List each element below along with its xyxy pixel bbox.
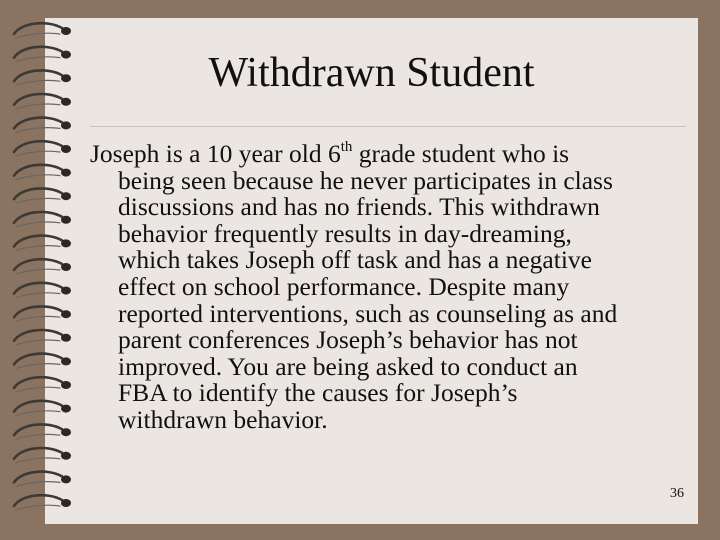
body-line: parent conferences Joseph’s behavior has not — [118, 325, 578, 355]
spiral-ring — [14, 354, 71, 369]
spiral-ring — [14, 23, 71, 38]
spiral-ring — [14, 259, 71, 274]
body-paragraph — [90, 141, 680, 434]
body-line: which takes Joseph off task and has a negative — [118, 245, 592, 275]
ordinal-suffix: th — [340, 139, 353, 155]
spiral-ring — [14, 330, 71, 345]
spiral-ring — [14, 141, 71, 156]
spiral-ring — [14, 94, 71, 109]
body-line: withdrawn behavior. — [118, 404, 328, 434]
slide-title: Withdrawn Student — [208, 50, 535, 96]
spiral-ring — [14, 495, 71, 510]
page-number: 36 — [670, 486, 684, 501]
spiral-ring — [14, 212, 71, 227]
spiral-ring — [14, 424, 71, 439]
body-line: FBA to identify the causes for Joseph’s — [118, 378, 518, 408]
body-line-first — [90, 141, 680, 168]
title-divider — [90, 126, 686, 127]
body-line: being seen because he never participates in class — [118, 165, 613, 195]
spiral-ring — [14, 118, 71, 133]
spiral-ring — [14, 401, 71, 416]
spiral-ring — [14, 188, 71, 203]
body-lead-text: Joseph is a 10 year old 6 — [90, 139, 341, 168]
spiral-ring — [14, 306, 71, 321]
spiral-ring — [14, 472, 71, 487]
spiral-ring — [14, 236, 71, 251]
spiral-ring — [14, 165, 71, 180]
body-line: behavior frequently results in day-dreaming, — [118, 218, 572, 248]
body-line: reported interventions, such as counseling as and — [118, 298, 618, 328]
body-lead-rest: grade student who is — [352, 139, 570, 168]
spiral-ring — [14, 448, 71, 463]
spiral-ring — [14, 283, 71, 298]
spiral-ring — [14, 377, 71, 392]
body-line: effect on school performance. Despite many — [118, 271, 570, 301]
body-line: improved. You are being asked to conduct an — [118, 351, 578, 381]
body-line: discussions and has no friends. This withdrawn — [118, 192, 600, 222]
